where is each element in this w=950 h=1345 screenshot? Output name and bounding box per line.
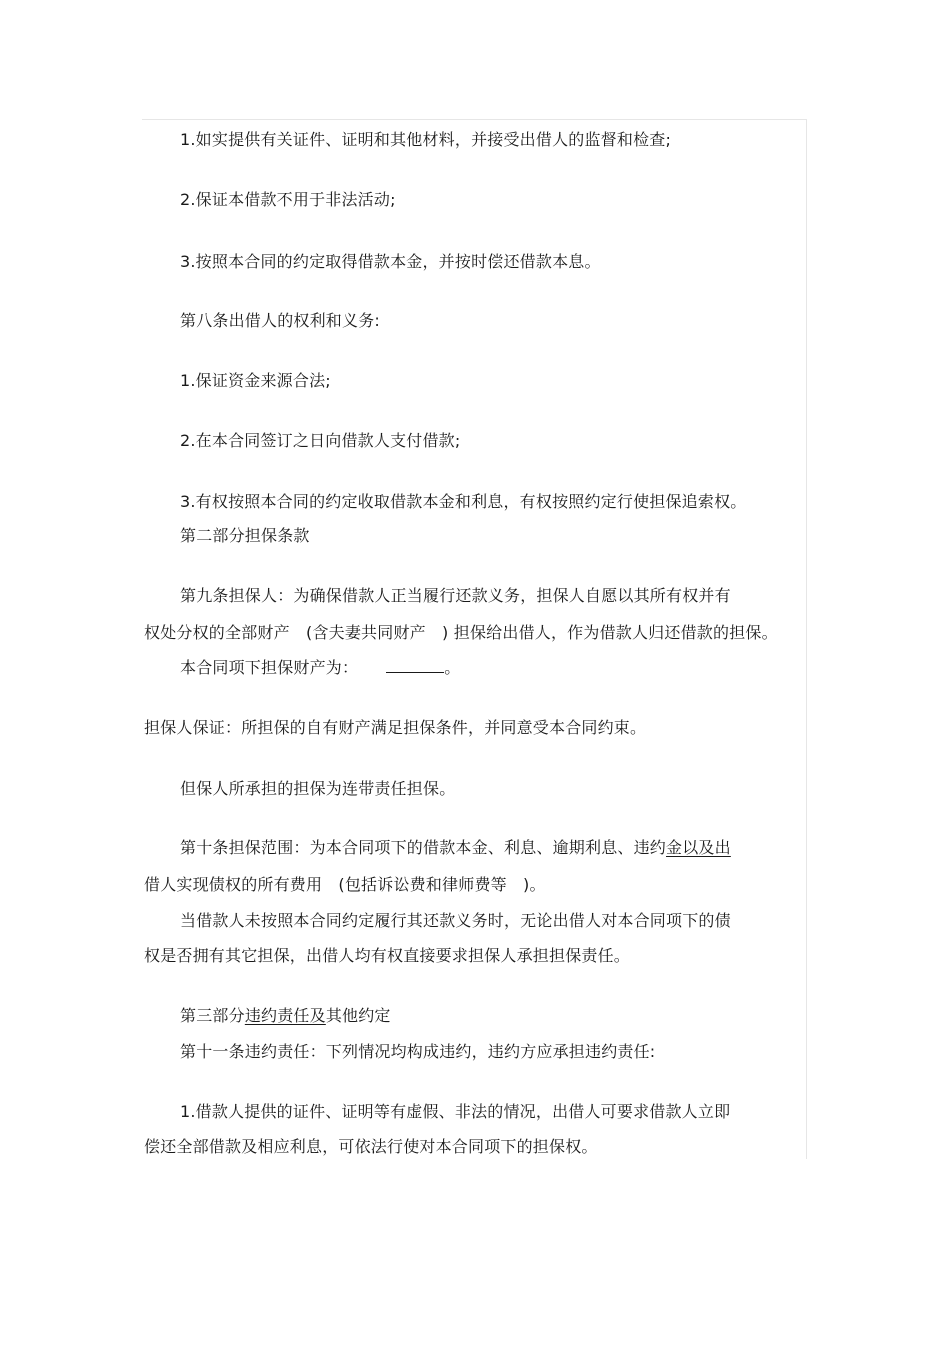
breach-1-line-1: 1.借款人提供的证件、证明等有虚假、非法的情况，出借人可要求借款人立即 <box>180 1102 731 1121</box>
guarantee-clause-line-1: 当借款人未按照本合同约定履行其还款义务时，无论出借人对本合同项下的债 <box>180 911 731 930</box>
article-10-text: 第十条担保范围：为本合同项下的借款本金、利息、逾期利息、违约 <box>180 838 667 857</box>
article-10-line-2: 借人实现债权的所有费用 (包括诉讼费和律师费等 )。 <box>144 875 546 894</box>
guarantee-property-line <box>180 657 460 679</box>
part-3-underlined: 违约责任及 <box>244 1006 326 1025</box>
lender-duty-1: 1.保证资金来源合法; <box>180 371 331 390</box>
article-11-heading: 第十一条违约责任：下列情况均构成违约，违约方应承担违约责任: <box>180 1042 656 1061</box>
guarantee-clause-line-2: 权是否拥有其它担保，出借人均有权直接要求担保人承担担保责任。 <box>144 946 631 965</box>
guarantor-warranty: 担保人保证：所担保的自有财产满足担保条件，并同意受本合同约束。 <box>144 718 647 737</box>
guarantee-property-blank <box>386 658 444 673</box>
joint-liability-note: 但保人所承担的担保为连带责任担保。 <box>180 779 456 798</box>
breach-1-line-2: 偿还全部借款及相应利息，可依法行使对本合同项下的担保权。 <box>144 1137 598 1156</box>
article-10-line-1 <box>180 837 731 859</box>
part-3-suffix: 其他约定 <box>325 1006 391 1025</box>
article-10-underlined: 金以及出 <box>666 838 731 857</box>
guarantee-property-label: 本合同项下担保财产为： <box>180 658 359 677</box>
guarantee-property-end: 。 <box>444 658 461 677</box>
part-3-prefix: 第三部分 <box>180 1006 245 1025</box>
borrower-duty-3: 3.按照本合同的约定取得借款本金，并按时偿还借款本息。 <box>180 252 601 271</box>
article-9-line-2: 权处分权的全部财产 (含夫妻共同财产 ) 担保给出借人，作为借款人归还借款的担保。 <box>144 623 778 642</box>
part-2-heading: 第二部分担保条款 <box>180 526 310 545</box>
article-8-heading: 第八条出借人的权利和义务: <box>180 311 380 330</box>
lender-duty-2: 2.在本合同签订之日向借款人支付借款; <box>180 431 461 450</box>
borrower-duty-1: 1.如实提供有关证件、证明和其他材料，并接受出借人的监督和检查; <box>180 130 672 149</box>
part-3-heading <box>180 1005 391 1027</box>
article-9-line-1: 第九条担保人：为确保借款人正当履行还款义务，担保人自愿以其所有权并有 <box>180 586 731 605</box>
borrower-duty-2: 2.保证本借款不用于非法活动; <box>180 190 396 209</box>
lender-duty-3: 3.有权按照本合同的约定收取借款本金和利息，有权按照约定行使担保追索权。 <box>180 492 747 511</box>
